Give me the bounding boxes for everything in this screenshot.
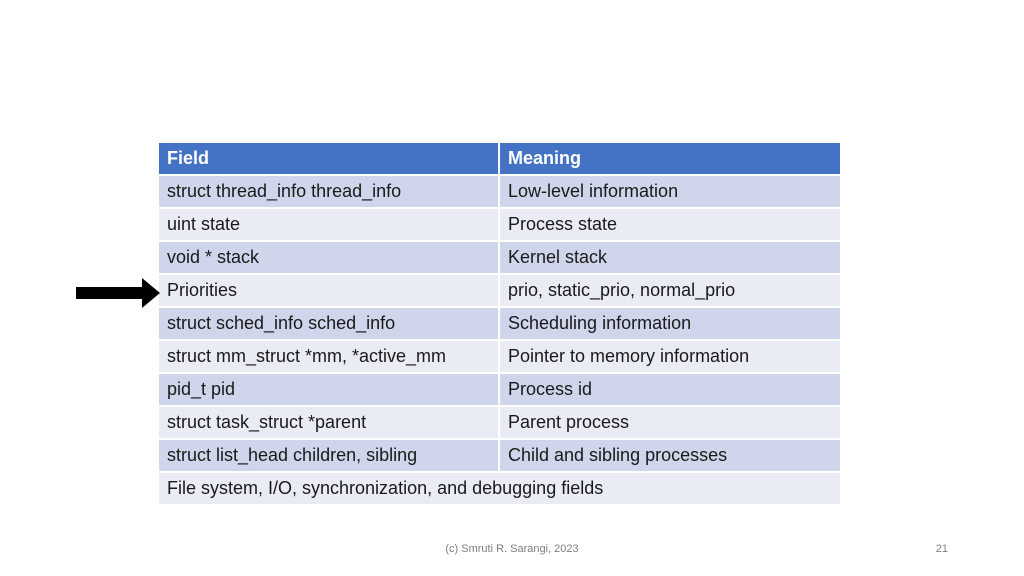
merged-cell: File system, I/O, synchronization, and debugging fields — [158, 472, 841, 505]
table-row — [158, 307, 841, 340]
page-number: 21 — [935, 543, 948, 555]
field-cell: struct list_head children, sibling — [158, 439, 499, 472]
table-row — [158, 439, 841, 472]
meaning-cell: Child and sibling processes — [499, 439, 841, 472]
meaning-cell: Low-level information — [499, 175, 841, 208]
table-row — [158, 373, 841, 406]
field-cell: struct mm_struct *mm, *active_mm — [158, 340, 499, 373]
meaning-cell: prio, static_prio, normal_prio — [499, 274, 841, 307]
table-row — [158, 340, 841, 373]
field-cell: pid_t pid — [158, 373, 499, 406]
table-row — [158, 175, 841, 208]
table-header-row — [158, 142, 841, 175]
right-arrow-icon — [76, 278, 160, 308]
table-row-priorities — [158, 274, 841, 307]
field-cell: struct thread_info thread_info — [158, 175, 499, 208]
table-row-merged — [158, 472, 841, 505]
table-row — [158, 208, 841, 241]
table-row — [158, 241, 841, 274]
meaning-cell: Kernel stack — [499, 241, 841, 274]
meaning-cell: Pointer to memory information — [499, 340, 841, 373]
meaning-cell: Process state — [499, 208, 841, 241]
copyright-footer: (c) Smruti R. Sarangi, 2023 — [445, 543, 579, 555]
header-field: Field — [158, 142, 499, 175]
field-cell: void * stack — [158, 241, 499, 274]
task-struct-fields-table — [157, 141, 842, 506]
field-cell: uint state — [158, 208, 499, 241]
field-cell: Priorities — [158, 274, 499, 307]
meaning-cell: Process id — [499, 373, 841, 406]
meaning-cell: Scheduling information — [499, 307, 841, 340]
field-cell: struct task_struct *parent — [158, 406, 499, 439]
field-cell: struct sched_info sched_info — [158, 307, 499, 340]
header-meaning: Meaning — [499, 142, 841, 175]
table-row — [158, 406, 841, 439]
meaning-cell: Parent process — [499, 406, 841, 439]
